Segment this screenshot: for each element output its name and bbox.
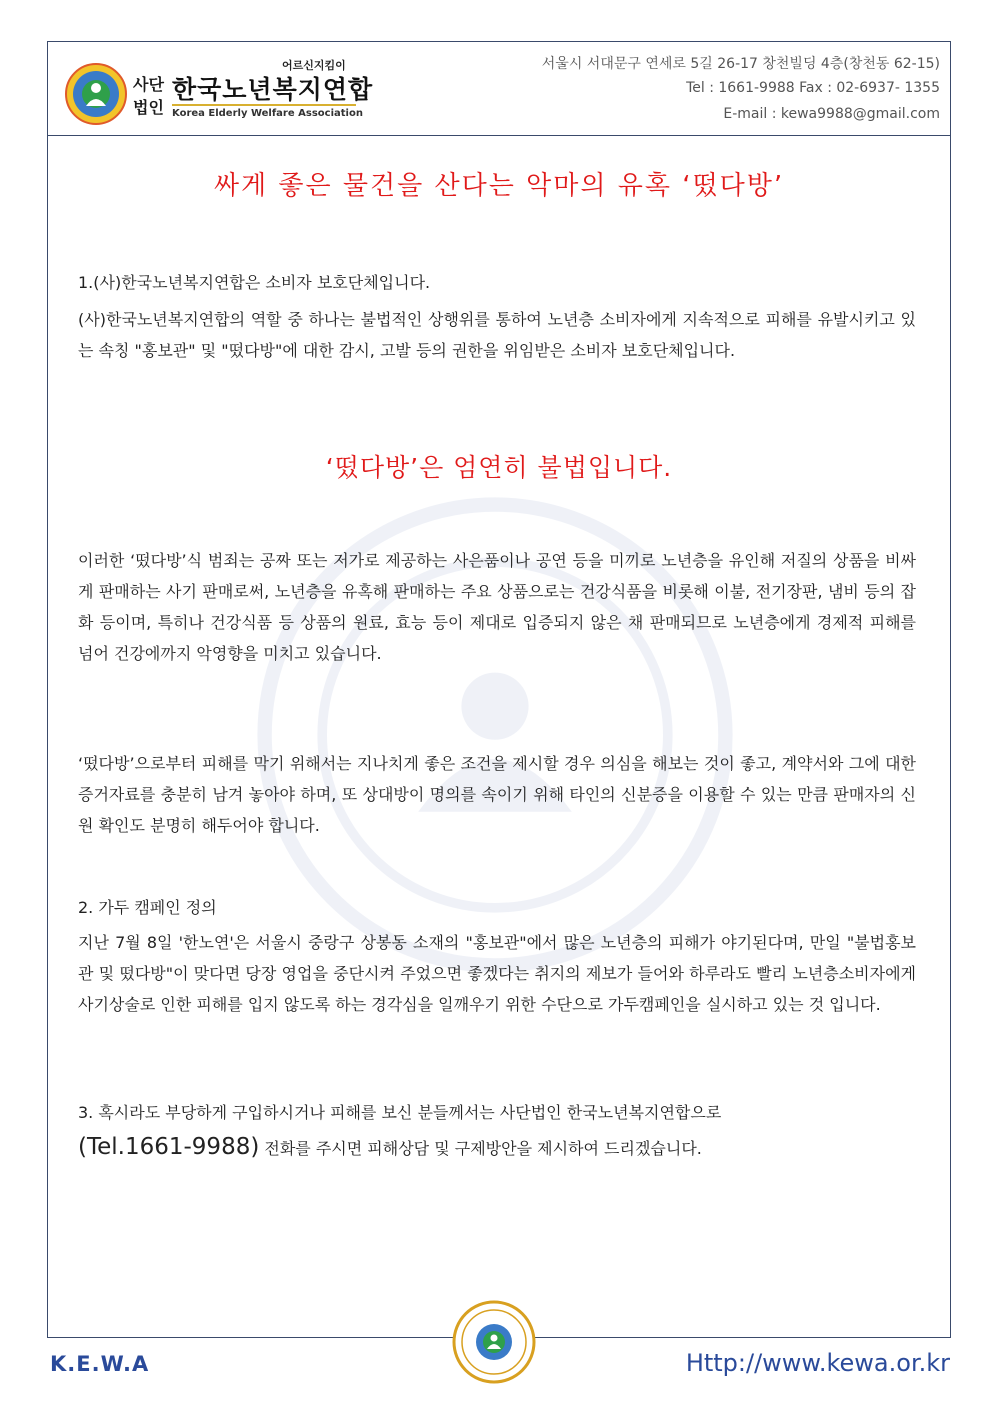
org-name: 한국노년복지연합 — [172, 75, 374, 104]
association-logo-icon — [64, 62, 128, 126]
section3-line1: 3. 혹시라도 부당하게 구입하시거나 피해를 보신 분들께서는 사단법인 한국노년복지연합으로 — [78, 1103, 722, 1122]
org-tagline: 어르신지킴이 — [282, 59, 346, 72]
document-title: 싸게 좋은 물건을 산다는 악마의 유혹 ‘떴다방’ — [213, 171, 785, 201]
section2-body: 지난 7월 8일 '한노연'은 서울시 중랑구 상봉동 소재의 "홍보관"에서 많은 노년층의 피해가 야기된다며, 만일 "불법홍보관 및 떴다방"이 맞다면 당장 영업을 중단시켜 주었으면 좋겠다는 취지의 제보가 들어와 하루라도 빨리 노년층소비자에게 사기상술로 인한 피해를 입지 않도록 하는 경각심을 일깨우기 위한 수단으로 가두캠페인을 실시하고 있는 것 입니다. — [78, 933, 916, 1014]
section2-heading: 2. 가두 캠페인 정의 — [78, 898, 217, 917]
section3-line2: 전화를 주시면 피해상담 및 구제방안을 제시하여 드리겠습니다. — [259, 1139, 702, 1158]
org-type-line2: 법인 — [133, 98, 164, 117]
email-text: E-mail : kewa9988@gmail.com — [723, 106, 940, 122]
header-divider — [47, 135, 951, 136]
crime-description-paragraph: 이러한 ‘떴다방’식 범죄는 공짜 또는 저가로 제공하는 사은품이나 공연 등을 미끼로 노년층을 유인해 저질의 상품을 비싸게 판매하는 사기 판매로써, 노년층을 유혹해 판매하는 주요 상품으로는 건강식품을 비롯해 이불, 전기장판, 냄비 등의 잡화 등이며, 특히나 건강식품 등 상품의 원료, 효능 등이 제대로 입증되지 않은 채 판매되므로 노년층에게 경제적 피해를 넘어 건강에까지 악영향을 미치고 있습니다. — [78, 551, 916, 663]
phone-fax-text: Tel : 1661-9988 Fax : 02-6937- 1355 — [686, 80, 940, 96]
org-name-underline — [172, 104, 356, 106]
section1-body: (사)한국노년복지연합의 역할 중 하나는 불법적인 상행위를 통하여 노년층 소비자에게 지속적으로 피해를 유발시키고 있는 속칭 "홍보관" 및 "떴다방"에 대한 감시, 고발 등의 권한을 위임받은 소비자 보호단체입니다. — [78, 310, 916, 360]
prevention-paragraph: ‘떴다방’으로부터 피해를 막기 위해서는 지나치게 좋은 조건을 제시할 경우 의심을 해보는 것이 좋고, 계약서와 그에 대한 증거자료를 충분히 남겨 놓아야 하며, 또 상대방이 명의를 속이기 위해 타인의 신분증을 이용할 수 있는 만큼 판매자의 신원 확인도 분명히 해두어야 합니다. — [78, 754, 916, 835]
footer-website-link[interactable]: Http://www.kewa.or.kr — [685, 1349, 950, 1377]
section3-line2-wrap — [78, 1134, 702, 1160]
section1-heading: 1.(사)한국노년복지연합은 소비자 보호단체입니다. — [78, 273, 431, 292]
footer-seal-icon — [452, 1300, 536, 1384]
address-text: 서울시 서대문구 연세로 5길 26-17 창천빌딩 4층(창천동 62-15) — [541, 56, 940, 72]
footer-acronym: K.E.W.A — [50, 1352, 150, 1376]
org-name-english: Korea Elderly Welfare Association — [172, 108, 363, 119]
org-type-line1: 사단 — [133, 75, 164, 94]
section3-phone: (Tel.1661-9988) — [78, 1134, 260, 1160]
document-subtitle: ‘떴다방’은 엄연히 불법입니다. — [325, 453, 673, 482]
